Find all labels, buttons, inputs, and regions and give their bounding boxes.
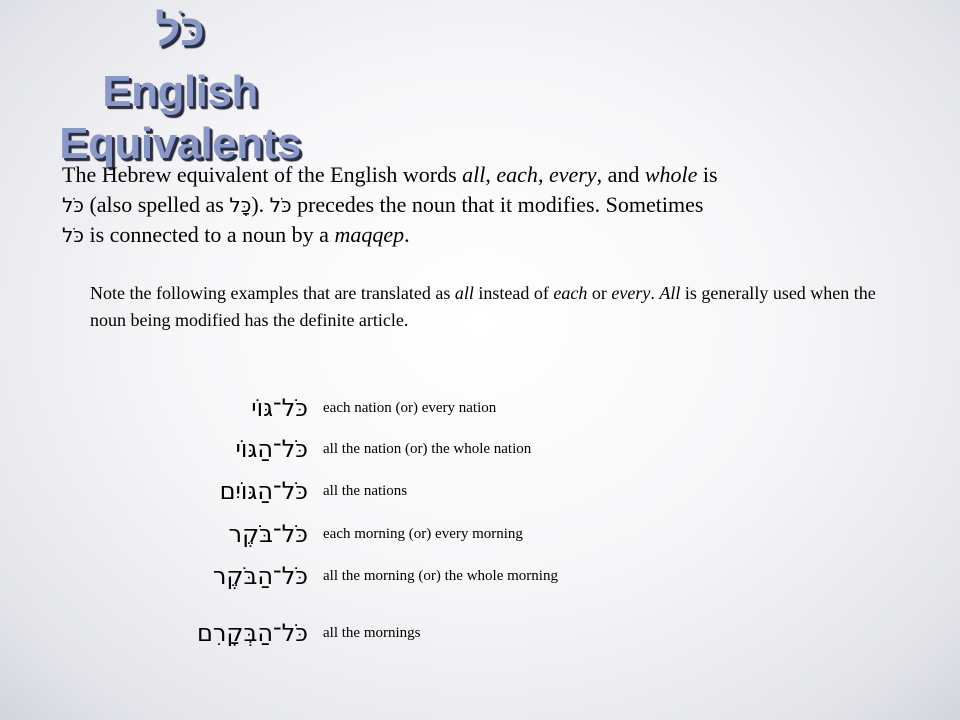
note-text: or bbox=[587, 283, 612, 303]
hebrew-kol: כֹּל bbox=[62, 193, 84, 217]
intro-text: , bbox=[537, 162, 549, 187]
word-all: all bbox=[462, 162, 486, 187]
hebrew-kol: כֹּל bbox=[62, 223, 84, 247]
note-text: instead of bbox=[473, 283, 554, 303]
intro-text: precedes the noun that it modifies. Sometimes bbox=[291, 192, 704, 217]
example-gloss: each morning (or) every morning bbox=[323, 526, 523, 542]
title-english: English Equivalents bbox=[59, 67, 301, 168]
word-every: every bbox=[548, 162, 597, 187]
example-row bbox=[0, 429, 960, 469]
example-row bbox=[0, 613, 960, 653]
word-whole: whole bbox=[644, 162, 698, 187]
example-hebrew: כֹּל־הַגּוֹי bbox=[235, 435, 308, 463]
example-row bbox=[0, 556, 960, 596]
word-each: each bbox=[553, 283, 588, 303]
example-gloss: all the nation (or) the whole nation bbox=[323, 441, 532, 457]
note-text: . bbox=[650, 283, 660, 303]
example-hebrew: כֹּל־גּוֹי bbox=[251, 394, 308, 422]
intro-text: is connected to a noun by a bbox=[83, 222, 335, 247]
example-gloss: each nation (or) every nation bbox=[323, 400, 497, 416]
example-gloss: all the mornings bbox=[323, 625, 421, 641]
intro-paragraph bbox=[62, 160, 892, 250]
example-hebrew: כֹּל־הַבֹּקֶר bbox=[212, 562, 308, 590]
example-hebrew: כֹּל־הַגּוֹיִם bbox=[219, 477, 308, 505]
title-hebrew: כֹּל bbox=[155, 6, 205, 55]
intro-text: . bbox=[404, 222, 410, 247]
intro-text: (also spelled as bbox=[83, 192, 230, 217]
hebrew-kol-alt: כָּל bbox=[229, 193, 252, 217]
intro-text: is bbox=[697, 162, 718, 187]
word-each: each bbox=[496, 162, 538, 187]
intro-text: ). bbox=[251, 192, 270, 217]
intro-text: , and bbox=[596, 162, 645, 187]
word-all: all bbox=[454, 283, 474, 303]
note-text: is generally used when the noun being modified has the definite article. bbox=[90, 283, 876, 330]
example-hebrew: כֹּל־הַבְּקָרִם bbox=[196, 619, 308, 647]
word-every: every bbox=[611, 283, 651, 303]
note-paragraph bbox=[90, 280, 910, 334]
hebrew-kol: כֹּל bbox=[269, 193, 292, 217]
example-row bbox=[0, 471, 960, 511]
example-row bbox=[0, 388, 960, 428]
intro-text: The Hebrew equivalent of the English words bbox=[62, 162, 463, 187]
example-gloss: all the nations bbox=[323, 483, 408, 499]
example-gloss: all the morning (or) the whole morning bbox=[323, 568, 558, 584]
word-maqqep: maqqep bbox=[334, 222, 405, 247]
intro-text: , bbox=[485, 162, 497, 187]
example-hebrew: כֹּל־בֹּקֶר bbox=[228, 520, 308, 548]
example-row bbox=[0, 514, 960, 554]
word-all-capital: All bbox=[659, 283, 681, 303]
note-text: Note the following examples that are translated as bbox=[90, 283, 455, 303]
